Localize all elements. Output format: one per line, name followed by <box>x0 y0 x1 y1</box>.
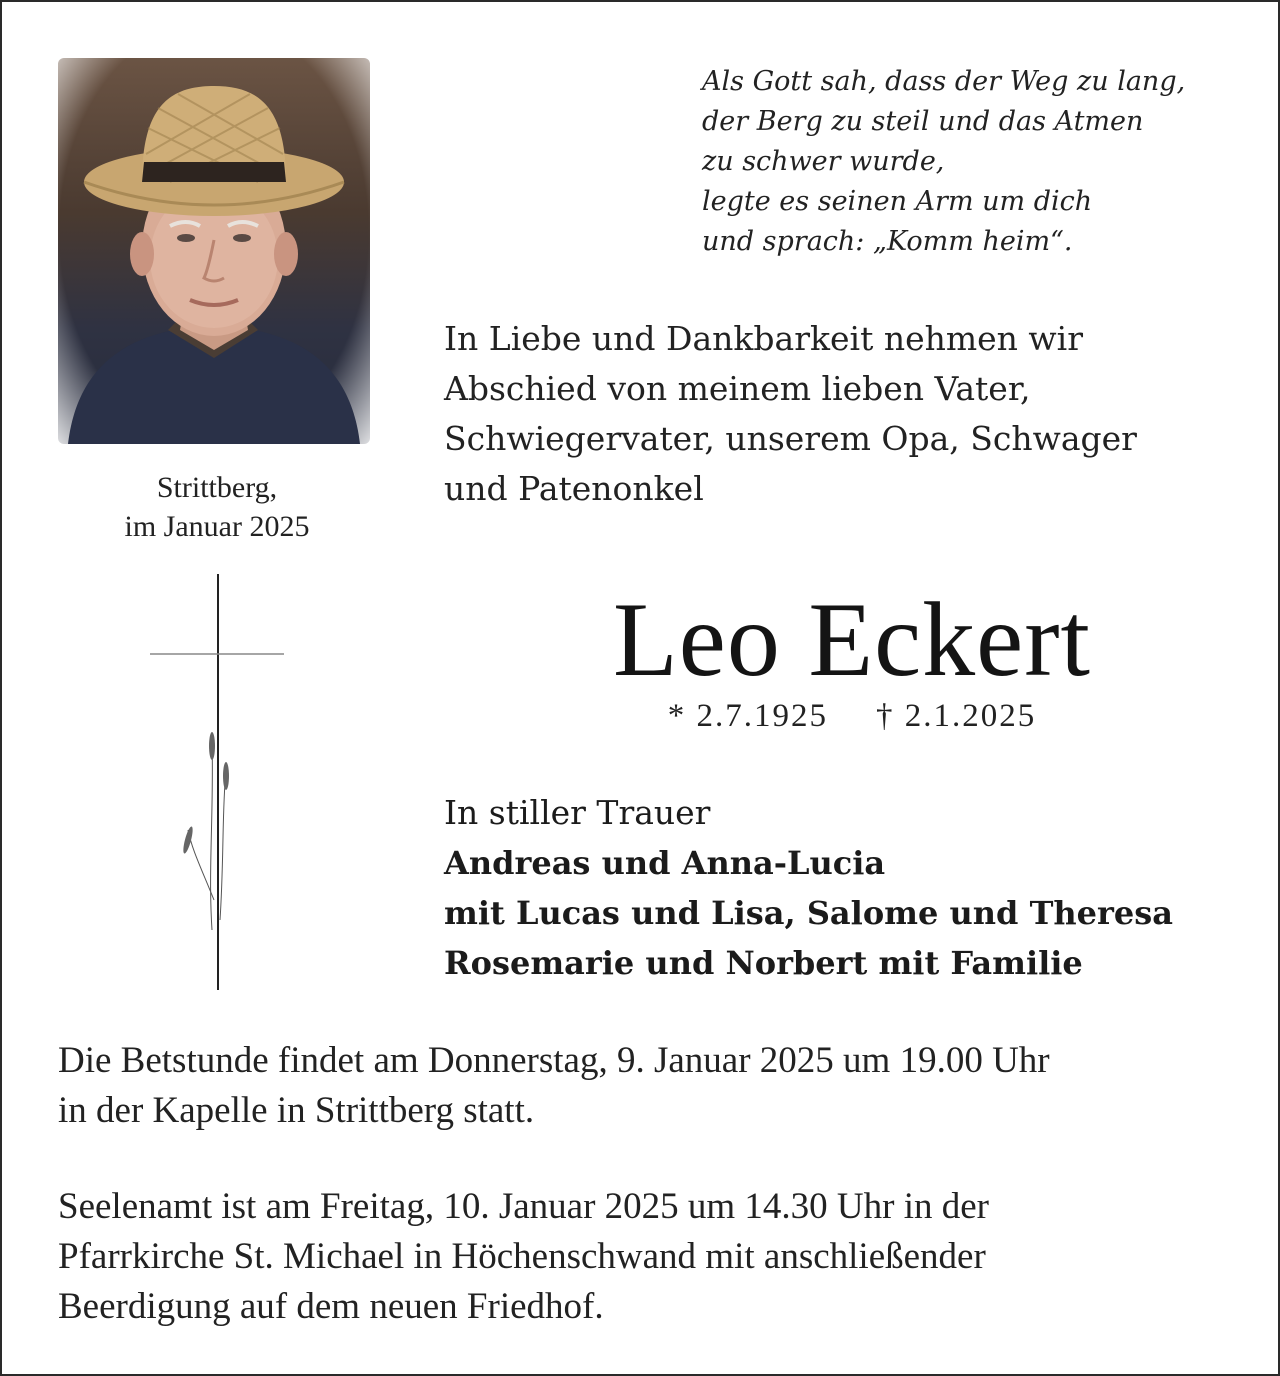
mourner-line: Andreas und Anna-Lucia <box>444 844 886 882</box>
info-line: in der Kapelle in Strittberg statt. <box>58 1090 535 1131</box>
prayer-hour-info <box>58 1036 1238 1136</box>
verse-line: und sprach: „Komm heim“. <box>702 226 1073 257</box>
verse-line: der Berg zu steil und das Atmen <box>702 106 1144 137</box>
place-and-date <box>62 468 372 546</box>
intro-line: und Patenonkel <box>444 469 704 508</box>
info-line: Die Betstunde findet am Donnerstag, 9. Januar 2025 um 19.00 Uhr <box>58 1040 1050 1081</box>
intro-line: Schwiegervater, unserem Opa, Schwager <box>444 419 1137 458</box>
life-dates <box>522 694 1182 738</box>
memorial-verse <box>702 62 1262 262</box>
portrait-photo <box>58 58 370 444</box>
verse-line: zu schwer wurde, <box>702 146 945 177</box>
mourner-line: mit Lucas und Lisa, Salome und Theresa <box>444 894 1173 932</box>
place-line: Strittberg, <box>156 471 278 504</box>
date-line: im Januar 2025 <box>124 510 310 543</box>
info-line: Beerdigung auf dem neuen Friedhof. <box>58 1286 604 1327</box>
mourners-heading: In stiller Trauer <box>444 793 711 832</box>
info-line: Seelenamt ist am Freitag, 10. Januar 2025 um 14.30 Uhr in der <box>58 1186 989 1227</box>
farewell-intro <box>444 314 1264 514</box>
mourners-block <box>444 788 1264 988</box>
deceased-name: Leo Eckert <box>613 581 1091 698</box>
verse-line: legte es seinen Arm um dich <box>702 186 1093 217</box>
intro-line: In Liebe und Dankbarkeit nehmen wir <box>444 319 1084 358</box>
cross-with-wheat-icon <box>142 570 292 998</box>
mourner-line: Rosemarie und Norbert mit Familie <box>444 944 1083 982</box>
info-line: Pfarrkirche St. Michael in Höchenschwand mit anschließender <box>58 1236 986 1277</box>
verse-line: Als Gott sah, dass der Weg zu lang, <box>702 66 1186 97</box>
death-date: † 2.1.2025 <box>876 698 1037 734</box>
portrait-illustration <box>58 58 370 444</box>
intro-line: Abschied von meinem lieben Vater, <box>444 369 1031 408</box>
requiem-info <box>58 1182 1238 1332</box>
birth-date: * 2.7.1925 <box>667 698 828 734</box>
